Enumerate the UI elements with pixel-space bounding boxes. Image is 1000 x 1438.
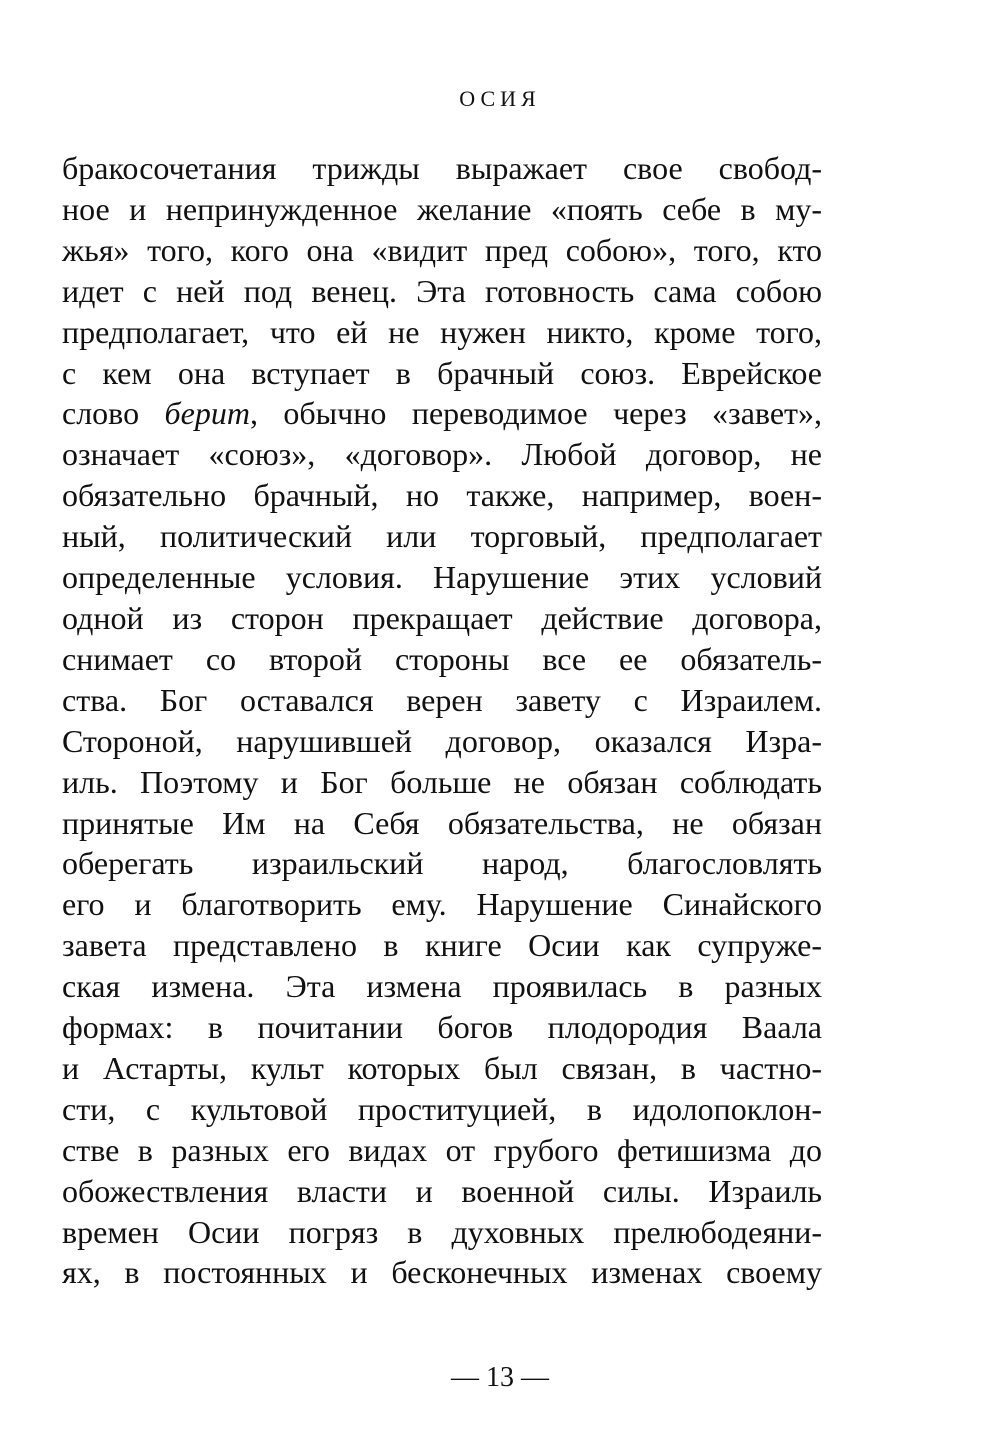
text-line: с кем она вступает в брачный союз. Еврейское [62, 354, 822, 391]
text-line: ный, политический или торговый, предполагает [62, 518, 822, 555]
text-line: предполагает, что ей не нужен никто, кроме того, [62, 313, 822, 350]
text-line: принятые Им на Себя обязательства, не обязан [62, 804, 822, 841]
text-line: бракосочетания трижды выражает свое свобод- [62, 150, 822, 186]
text-line: одной из сторон прекращает действие договора, [62, 599, 822, 636]
text-line: стве в разных его видах от грубого фетишизма до [62, 1131, 822, 1168]
text-line: слово берит, обычно переводимое через «завет», [62, 395, 823, 432]
text-line: формах: в почитании богов плодородия Ваала [62, 1009, 822, 1046]
text-line: обязательно брачный, но также, например, воен- [62, 477, 822, 514]
text-line: снимает со второй стороны все ее обязатель- [62, 640, 822, 677]
text-line: иль. Поэтому и Бог больше не обязан соблюдать [62, 763, 822, 800]
text-line: и Астарты, культ которых был связан, в частно- [62, 1049, 822, 1086]
text-line: сти, с культовой проституцией, в идолопоклон- [62, 1090, 822, 1127]
text-line: оберегать израильский народ, благословлять [62, 845, 822, 882]
text-line: обожествления власти и военной силы. Израиль [62, 1172, 822, 1209]
text-line: ное и непринужденное желание «поять себе в му- [62, 190, 822, 227]
text-line: ях, в постоянных и бесконечных изменах своему [62, 1254, 822, 1291]
text-line: его и благотворить ему. Нарушение Синайского [62, 886, 822, 923]
text-line: Стороной, нарушившей договор, оказался Изра- [62, 722, 822, 759]
text-line: ства. Бог оставался верен завету с Израилем. [62, 681, 822, 718]
text-line: завета представлено в книге Осии как супруже- [62, 927, 822, 964]
body-text [62, 148, 822, 1293]
page-number: — 13 — [451, 1362, 549, 1393]
italic-term: берит [164, 395, 250, 432]
text-line: ская измена. Эта измена проявилась в разных [62, 968, 822, 1005]
text-line: означает «союз», «договор». Любой договор, не [62, 436, 822, 473]
text-line: жья» того, кого она «видит пред собою», того, кто [62, 231, 822, 268]
text-line: идет с ней под венец. Эта готовность сама собою [62, 272, 822, 309]
text-line: определенные условия. Нарушение этих условий [62, 559, 822, 596]
running-head: ОСИЯ [459, 86, 541, 111]
text-line: времен Осии погряз в духовных прелюбодеяни- [62, 1213, 822, 1250]
